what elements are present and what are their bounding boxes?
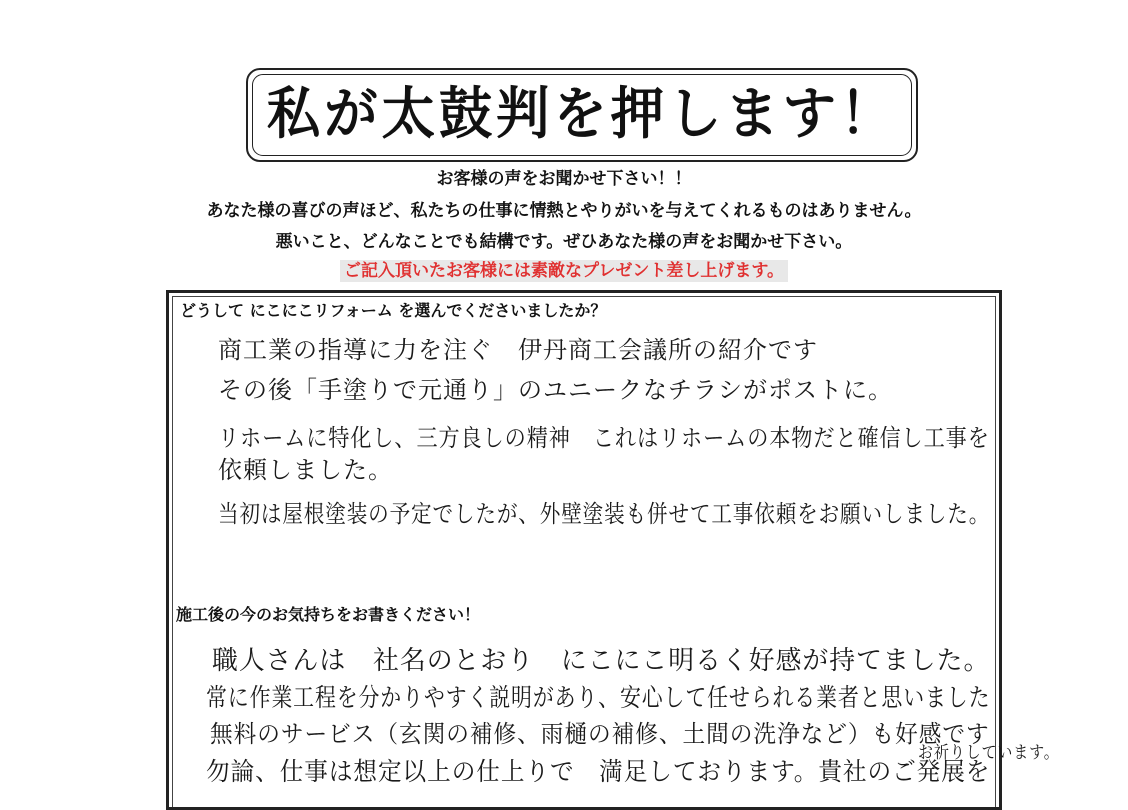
page-title: 私が太鼓判を押します！ — [266, 82, 898, 147]
answer1-line-2: その後「手塗りで元通り」のユニークなチラシがポストに。 — [218, 376, 893, 404]
answer2-line-4: 勿論、仕事は想定以上の仕上りで 満足しております。貴社のご発展を — [206, 757, 991, 786]
intro-line-3: 悪いこと、どんなことでも結構です。ぜひあなた様の声をお聞かせ下さい。 — [275, 232, 853, 252]
answer2-note: お祈りしています。 — [918, 743, 1060, 763]
answer2-line-1: 職人さんは 社名のとおり にこにこ明るく好感が持てました。 — [212, 646, 991, 676]
answer1-line-4: 依頼しました。 — [218, 456, 393, 484]
answer2-line-2: 常に作業工程を分かりやすく説明があり、安心して任せられる業者と思いました — [206, 683, 991, 712]
intro-line-2: あなた様の喜びの声ほど、私たちの仕事に情熱とやりがいを与えてくれるものはありません。 — [206, 201, 922, 221]
answer1-line-1: 商工業の指導に力を注ぐ 伊丹商工会議所の紹介です — [218, 336, 818, 364]
question-why-chosen: どうして にこにこリフォーム を選んでくださいましたか？ — [180, 301, 607, 320]
answer1-line-3: リホームに特化し、三方良しの精神 これはリホームの本物だと確信し工事を — [218, 424, 990, 452]
intro-line-1: お客様の声をお聞かせ下さい！！ — [436, 169, 692, 189]
intro-present-notice — [0, 260, 1128, 282]
answer1-line-5: 当初は屋根塗装の予定でしたが、外壁塗装も併せて工事依頼をお願いしました。 — [218, 500, 991, 528]
present-notice-text: ご記入頂いたお客様には素敵なプレゼント差し上げます。 — [340, 260, 788, 282]
question-feelings-after: 施工後の今のお気持ちをお書きください！ — [176, 605, 481, 624]
title-box — [246, 68, 918, 162]
answer2-line-3: 無料のサービス（玄関の補修、雨樋の補修、土間の洗浄など）も好感です — [210, 720, 990, 748]
